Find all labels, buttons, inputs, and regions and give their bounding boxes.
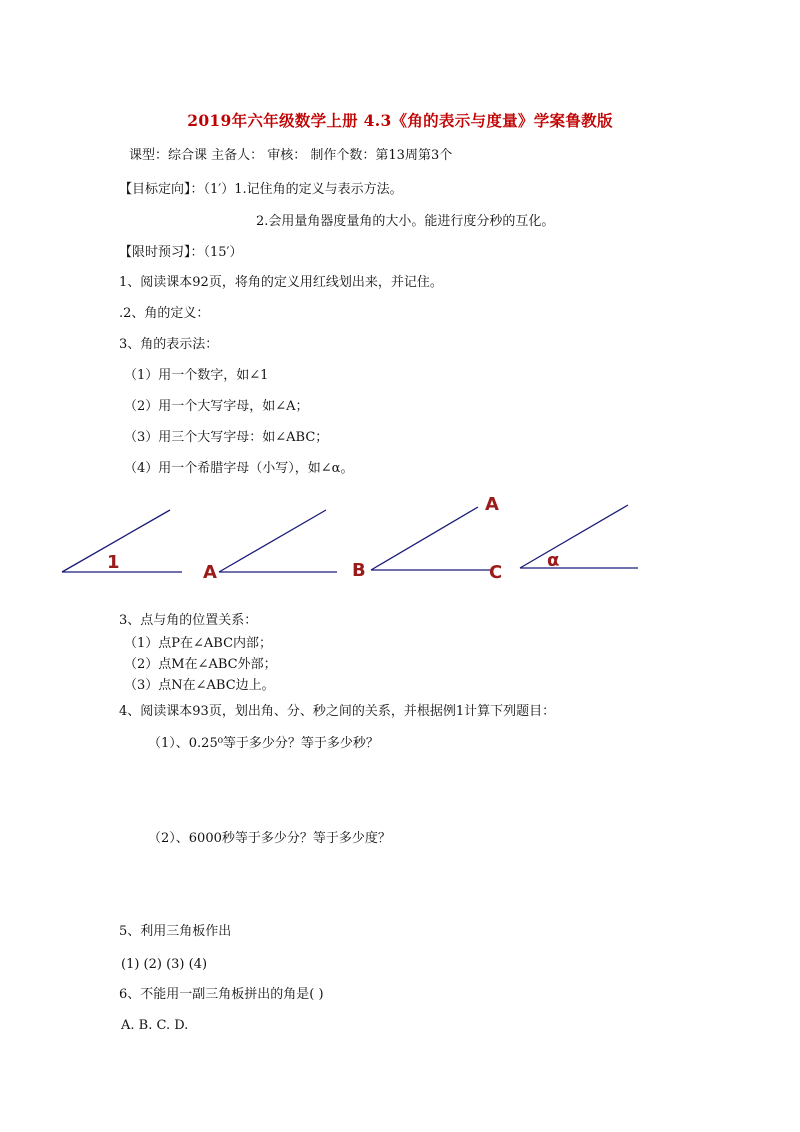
- text-line-5: （2）用一个大写字母，如∠A；: [124, 399, 309, 414]
- question-6-intro: 6、不能用一副三角板拼出的角是( ): [119, 987, 324, 1002]
- question-6-options: A. B. C. D.: [121, 1018, 189, 1033]
- angle-label-a-top: A: [485, 494, 499, 515]
- text-line-2: .2、角的定义：: [119, 306, 210, 321]
- text-line-3: 3、角的表示法：: [119, 337, 219, 352]
- question-5-intro: 5、利用三角板作出: [119, 924, 232, 939]
- angle-abc-upper-ray: [371, 507, 478, 570]
- meta-info: 课型：综合课 主备人： 审核： 制作个数：第13周第3个: [129, 148, 453, 163]
- position-item-2: （2）点M在∠ABC外部；: [124, 657, 277, 672]
- angle-label-a: A: [203, 562, 217, 583]
- position-item-1: （1）点P在∠ABC内部；: [124, 636, 273, 651]
- text-line-7: （4）用一个希腊字母（小写），如∠α。: [124, 461, 354, 476]
- angle-figure: [0, 490, 800, 590]
- question-4-intro: 4、阅读课本93页，划出角、分、秒之间的关系，并根据例1计算下列题目：: [119, 704, 556, 719]
- question-5-options: (1) (2) (3) (4): [121, 957, 208, 972]
- angle-label-1: 1: [107, 552, 120, 573]
- objectives-line-1: 【目标定向】：（1′）1.记住角的定义与表示方法。: [119, 182, 403, 197]
- angle-label-b: B: [352, 560, 366, 581]
- angle-label-alpha: α: [547, 550, 560, 571]
- text-line-6: （3）用三个大写字母：如∠ABC；: [124, 430, 329, 445]
- question-4-part-2: （2）、6000秒等于多少分？等于多少度？: [148, 831, 391, 846]
- document-title: 2019年六年级数学上册 4.3《角的表示与度量》学案鲁教版: [187, 111, 613, 130]
- angle-alpha-upper-ray: [520, 505, 628, 568]
- question-4-part-1: （1）、0.25⁰等于多少分？等于多少秒？: [148, 736, 379, 751]
- text-line-1: 1、阅读课本92页，将角的定义用红线划出来，并记住。: [119, 275, 443, 290]
- angle-label-c: C: [489, 562, 503, 583]
- angle-a-upper-ray: [219, 510, 326, 572]
- position-heading: 3、点与角的位置关系：: [119, 613, 258, 628]
- preview-label: 【限时预习】：（15′）: [119, 245, 243, 260]
- text-line-4: （1）用一个数字，如∠1: [124, 368, 269, 383]
- objectives-line-2: 2.会用量角器度量角的大小。能进行度分秒的互化。: [256, 214, 555, 229]
- position-item-3: （3）点N在∠ABC边上。: [124, 678, 275, 693]
